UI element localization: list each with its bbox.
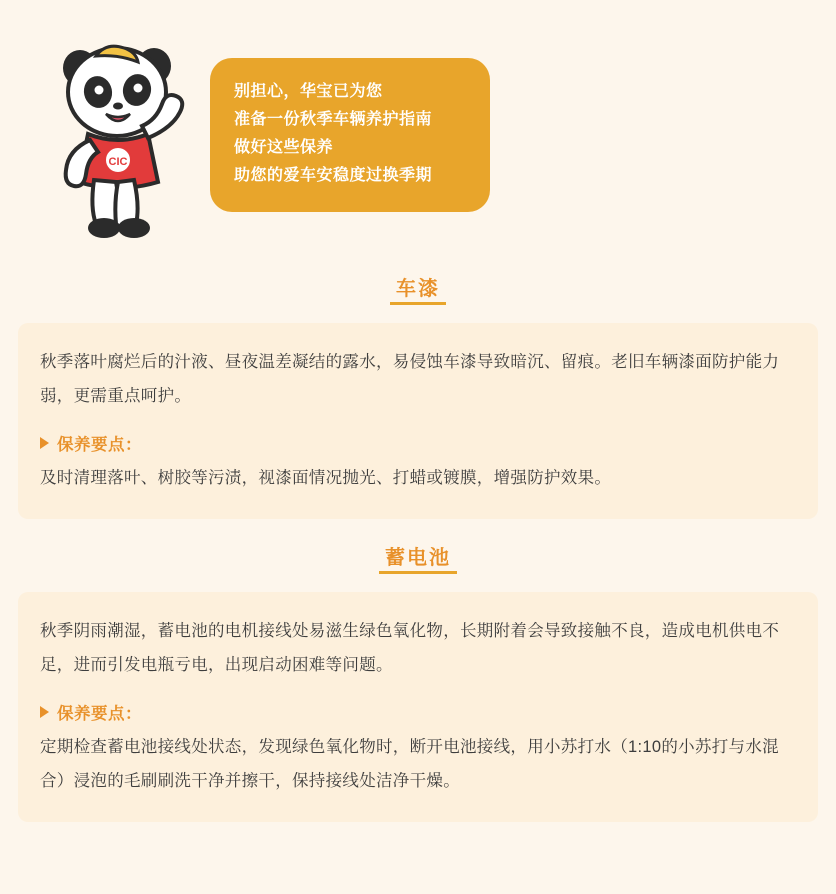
section-heading-wrap-1 <box>0 272 836 305</box>
section-1-body: 秋季落叶腐烂后的汁液、昼夜温差凝结的露水，易侵蚀车漆导致暗沉、留痕。老旧车辆漆面防护能力弱，更需重点呵护。 <box>40 353 780 405</box>
section-heading-wrap-2 <box>0 541 836 574</box>
section-card-1 <box>18 323 818 519</box>
section-2-tip-body: 定期检查蓄电池接线处状态，发现绿色氧化物时，断开电池接线，用小苏打水（1:10的小苏打与水混合）浸泡的毛刷刷洗干净并擦干，保持接线处洁净干燥。 <box>40 738 779 790</box>
speech-line-2: 准备一份秋季车辆养护指南 <box>234 111 433 128</box>
panda-mascot-icon <box>38 30 208 245</box>
section-2-body: 秋季阴雨潮湿，蓄电池的电机接线处易滋生绿色氧化物，长期附着会导致接触不良，造成电机供电不足，进而引发电瓶亏电，出现启动困难等问题。 <box>40 622 780 674</box>
section-1-tip-header <box>40 431 796 455</box>
svg-text:CIC: CIC <box>108 156 128 168</box>
speech-line-4: 助您的爱车安稳度过换季期 <box>234 167 433 184</box>
speech-line-1: 别担心，华宝已为您 <box>234 83 383 100</box>
heading-underline <box>390 302 446 305</box>
triangle-bullet-icon <box>40 437 49 449</box>
section-2-tip-header <box>40 700 796 724</box>
speech-line-3: 做好这些保养 <box>234 139 334 156</box>
triangle-bullet-icon <box>40 706 49 718</box>
speech-bubble <box>210 58 490 212</box>
hero-banner <box>0 0 836 250</box>
section-1-tip-body: 及时清理落叶、树胶等污渍，视漆面情况抛光、打蜡或镀膜，增强防护效果。 <box>40 469 612 487</box>
section-heading-1-text: 车漆 <box>396 278 440 300</box>
heading-underline <box>379 571 457 574</box>
section-card-2 <box>18 592 818 822</box>
section-heading-1 <box>390 272 446 305</box>
section-1-tip-label: 保养要点： <box>57 436 142 454</box>
section-2-tip-label: 保养要点： <box>57 705 142 723</box>
section-heading-2-text: 蓄电池 <box>385 547 451 569</box>
section-heading-2 <box>379 541 457 574</box>
